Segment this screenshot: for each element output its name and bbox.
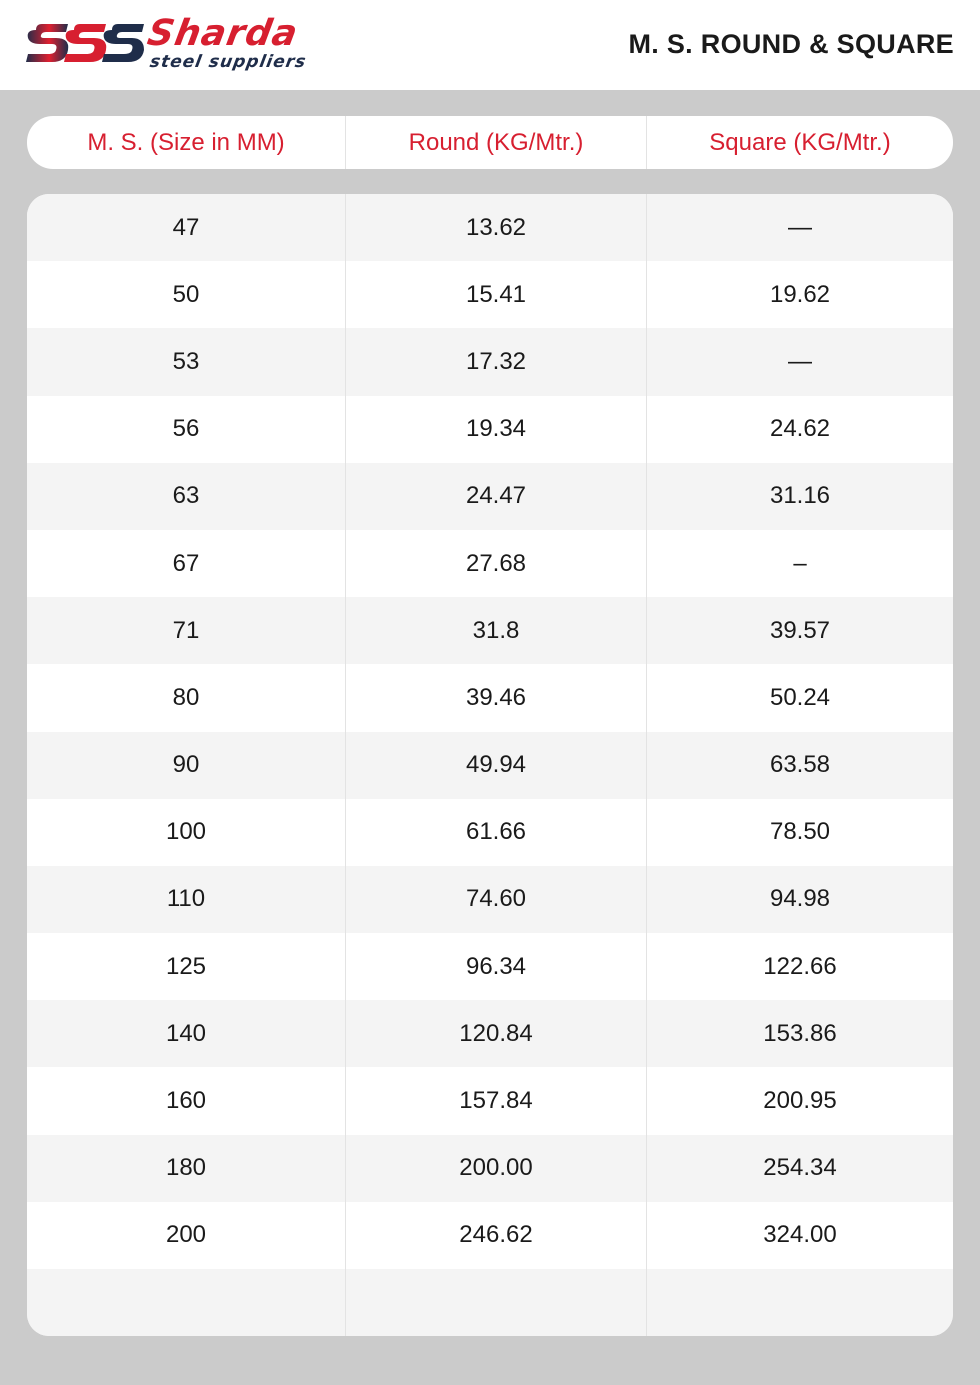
cell-square: 24.62 (646, 396, 953, 463)
cell-size: 67 (172, 549, 200, 577)
table-body (27, 194, 953, 1336)
table-row (27, 530, 953, 597)
cell-square (646, 1269, 953, 1336)
sss-logo-icon (26, 16, 144, 72)
cell-round (345, 1269, 646, 1336)
cell-size: 71 (172, 616, 200, 644)
table-row (27, 396, 953, 463)
brand-tagline: steel suppliers (148, 52, 309, 72)
cell-square: — (646, 328, 953, 395)
cell-size: 200 (165, 1221, 207, 1249)
cell-size: 47 (172, 213, 200, 241)
cell-square: 39.57 (646, 597, 953, 664)
table-row (27, 933, 953, 1000)
table-row (27, 1000, 953, 1067)
cell-size: 125 (165, 952, 207, 980)
page-header (0, 0, 980, 90)
cell-size: 90 (172, 751, 200, 779)
table-row (27, 194, 953, 261)
brand-name: Sharda (144, 13, 302, 54)
table-row (27, 597, 953, 664)
table-row (27, 664, 953, 731)
cell-size: 63 (172, 482, 200, 510)
cell-round: 200.00 (345, 1135, 646, 1202)
column-header-round: Round (KG/Mtr.) (345, 116, 646, 169)
cell-size: 53 (172, 347, 200, 375)
column-header-size: M. S. (Size in MM) (87, 128, 285, 156)
cell-size: 56 (172, 415, 200, 443)
table-row (27, 328, 953, 395)
column-header-square: Square (KG/Mtr.) (646, 116, 953, 169)
cell-size: 110 (166, 885, 206, 913)
table-row (27, 1269, 953, 1336)
cell-round: 31.8 (345, 597, 646, 664)
cell-round: 17.32 (345, 328, 646, 395)
cell-size: 160 (165, 1087, 207, 1115)
cell-size: 180 (165, 1154, 207, 1182)
cell-square: 94.98 (646, 866, 953, 933)
page-title: M. S. ROUND & SQUARE (628, 29, 954, 59)
cell-square: 254.34 (646, 1135, 953, 1202)
cell-square: 63.58 (646, 732, 953, 799)
table-row (27, 1135, 953, 1202)
cell-square: 200.95 (646, 1067, 953, 1134)
cell-round: 61.66 (345, 799, 646, 866)
table-row (27, 866, 953, 933)
cell-square: 122.66 (646, 933, 953, 1000)
table-row (27, 261, 953, 328)
cell-square: 153.86 (646, 1000, 953, 1067)
cell-round: 120.84 (345, 1000, 646, 1067)
cell-round: 157.84 (345, 1067, 646, 1134)
cell-round: 39.46 (345, 664, 646, 731)
cell-square: 324.00 (646, 1202, 953, 1269)
cell-size: 50 (172, 280, 200, 308)
cell-square: 78.50 (646, 799, 953, 866)
cell-size: 140 (165, 1019, 207, 1047)
cell-size: 80 (172, 683, 200, 711)
cell-size: 100 (165, 818, 207, 846)
cell-round: 246.62 (345, 1202, 646, 1269)
cell-round: 15.41 (345, 261, 646, 328)
cell-round: 24.47 (345, 463, 646, 530)
cell-round: 13.62 (345, 194, 646, 261)
table-row (27, 463, 953, 530)
table-row (27, 732, 953, 799)
table-row (27, 1067, 953, 1134)
cell-round: 27.68 (345, 530, 646, 597)
cell-round: 49.94 (345, 732, 646, 799)
cell-round: 96.34 (345, 933, 646, 1000)
cell-size (27, 1269, 345, 1336)
cell-round: 19.34 (345, 396, 646, 463)
cell-square: 19.62 (646, 261, 953, 328)
table-row (27, 799, 953, 866)
cell-square: 31.16 (646, 463, 953, 530)
brand-logo (26, 14, 356, 74)
cell-square: — (646, 194, 953, 261)
cell-square: – (646, 530, 953, 597)
cell-square: 50.24 (646, 664, 953, 731)
table-header (27, 116, 953, 169)
table-row (27, 1202, 953, 1269)
cell-round: 74.60 (345, 866, 646, 933)
